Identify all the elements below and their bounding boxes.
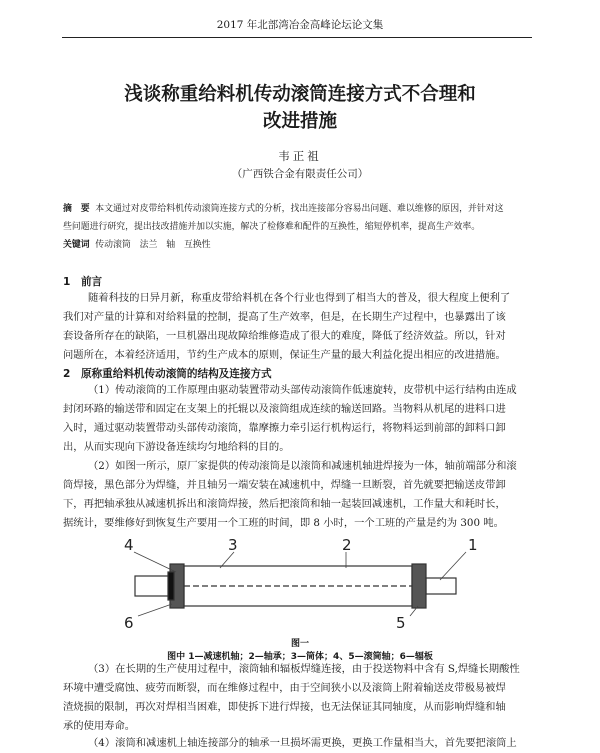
- section-2-line: 出，从而实现向下游设备连续均匀地给料的目的。: [63, 441, 290, 453]
- part-label: 2: [342, 536, 352, 554]
- paper-title-line-1: 浅谈称重给料机传动滚筒连接方式不合理和: [124, 84, 476, 105]
- section-2-line: 筒焊接，黑色部分为焊缝，并且轴另一端安装在减速机中，焊缝一旦断裂，首先就要把输送皮带卸: [63, 479, 506, 491]
- figure-caption-text: 图中 1—减速机轴；2—轴承；3—筒体；4、5—滚筒轴；6—辐板: [167, 652, 433, 662]
- section-2-line: （1）传动滚筒的工作原理由驱动装置带动头部传动滚筒作低速旋转，皮带机中运行结构由连成: [88, 384, 517, 396]
- section-2-line: 承的使用寿命。: [63, 720, 136, 732]
- keywords-text: 传动滚筒 法兰 轴 互换性: [95, 240, 211, 250]
- part-label: 1: [468, 536, 478, 554]
- section-2-line: （2）如图一所示，原厂家提供的传动滚筒是以滚筒和减速机轴进焊接为一体，轴前端部分和滚: [88, 460, 517, 472]
- abstract-text-1: 本文通过对皮带给料机传动滚筒连接方式的分析，找出连接部分容易出问题、难以维修的原因，并针对这: [95, 204, 504, 214]
- section-1-line: 随着科技的日异月新，称重皮带给料机在各个行业也得到了相当大的普及，很大程度上便利了: [88, 292, 511, 304]
- running-header: [0, 0, 600, 46]
- section-2-line: 封闭环路的输送带和固定在支架上的托辊以及滚筒组成连续的输送回路。当物料从机尾的进料口进: [63, 403, 506, 415]
- leader-1: [440, 552, 466, 580]
- section-2-line: 下，再把轴承独从减速机拆出和滚筒焊接，然后把滚筒和轴一起装回减速机，工作量大和耗时长，: [63, 498, 506, 510]
- abstract-line-1: [63, 202, 538, 216]
- header-rule: [62, 37, 532, 38]
- keywords-line: [63, 238, 538, 252]
- section-1-heading: 1 前言: [63, 276, 103, 288]
- section-1-line: 我们对产量的计算和对给料量的控制，提高了生产效率，但是，在长期生产过程中，也暴露出了该: [63, 311, 506, 323]
- section-1-line: 问题所在，本着经济适用，节约生产成本的原则，保证生产量的最大利益化提出相应的改进措施。: [63, 349, 506, 361]
- abstract-label: 摘 要: [63, 204, 90, 214]
- paper-title-line-2: 改进措施: [262, 111, 337, 132]
- section-2-line: （4）滚筒和减速机上轴连接部分的轴承一旦损坏需更换，更换工作量相当大，首先要把滚筒上: [88, 737, 517, 749]
- figure-title: [0, 636, 600, 649]
- part-label: 4: [124, 536, 134, 554]
- part-label: 5: [396, 614, 406, 632]
- affiliation: （广西铁合金有限责任公司）: [231, 168, 369, 180]
- section-2-heading: 2 原称重给料机传动滚筒的结构及连接方式: [63, 368, 272, 380]
- figure-title-text: 图一: [290, 639, 309, 649]
- section-2-line: 环境中遭受腐蚀、疲劳而断裂，而在维修过程中，由于空间狭小以及滚筒上附着输送皮带极易被焊: [63, 682, 506, 694]
- section-1-line: 套设备所存在的缺陷，一旦机器出现故障给维修造成了很大的难度，降低了经济效益。所以，针对: [63, 330, 506, 342]
- part-label: 3: [228, 536, 238, 554]
- keywords-label: 关键词: [63, 240, 90, 250]
- abstract-line-2: 些问题进行研究，提出技改措施并加以实施，解决了检修难和配件的互换性，缩短停机率，提高生产效率。: [63, 222, 481, 232]
- section-2-line: 入时，通过驱动装置带动头部传动滚筒，靠摩擦力牵引运行机构运行，将物料运到前部的卸料口卸: [63, 422, 506, 434]
- leader-6: [138, 604, 172, 616]
- section-2-line: 据统计，要维修好到恢复生产要用一个工班的时间，即 8 小时，一个工班的产量是约为 300 吨。: [63, 517, 504, 529]
- roller-drawing: [135, 564, 456, 608]
- section-2-line: （3）在长期的生产使用过程中，滚筒轴和辐板焊缝连接，由于投送物料中含有 S,焊缝长期酸性: [88, 663, 520, 675]
- section-2-line: 渣烧损的限制，再次对焊相当困难，即使拆下进行焊接，也无法保证其同轴度，从而影响焊缝和轴: [63, 701, 506, 713]
- author: 韦正祖: [278, 149, 322, 163]
- part-label: 6: [124, 614, 134, 632]
- tail-shaft: [426, 578, 456, 594]
- running-header-text: 2017 年北部湾冶金高峰论坛论文集: [216, 19, 384, 31]
- leader-4: [134, 552, 176, 572]
- weld-seam: [168, 572, 174, 600]
- figure-1-diagram: [110, 532, 490, 636]
- flange-right: [412, 564, 426, 608]
